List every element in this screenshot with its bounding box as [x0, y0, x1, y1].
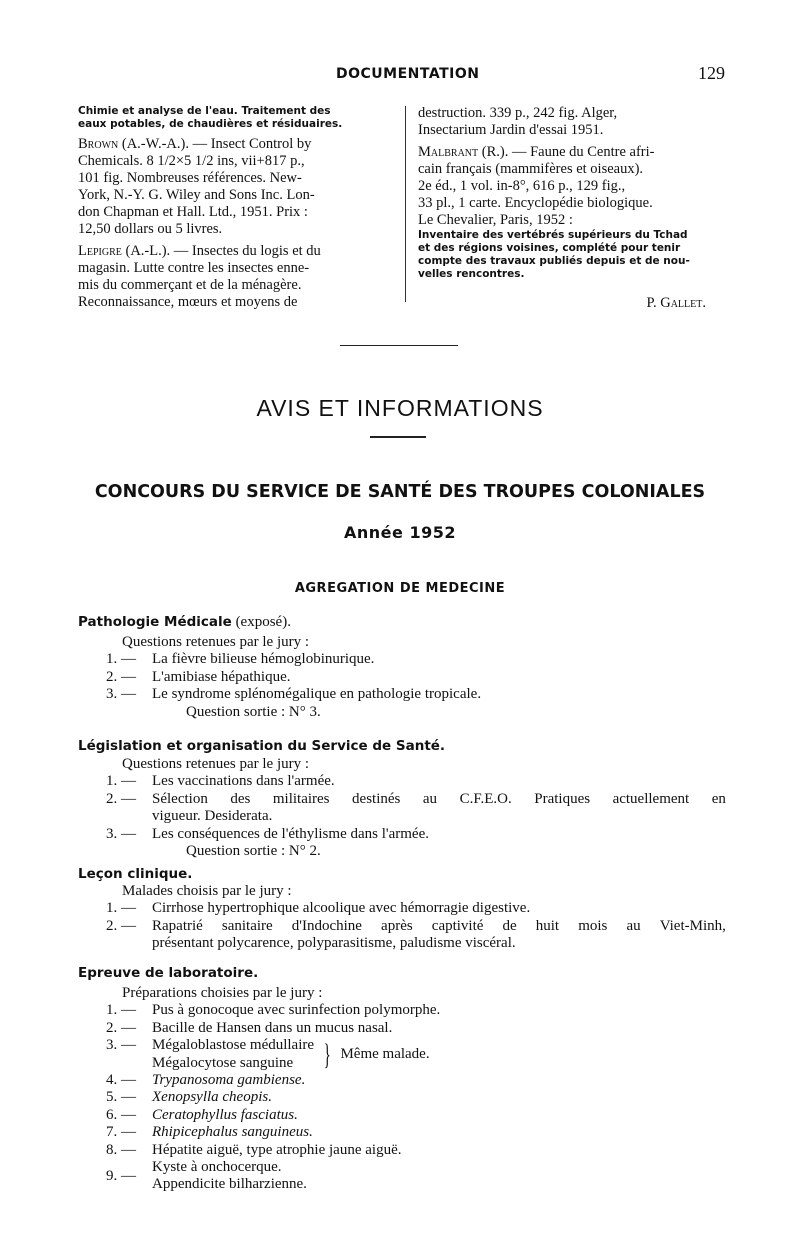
agregation-heading: AGREGATION DE MEDECINE: [294, 581, 506, 596]
right-column: destruction. 339 p., 242 fig. Alger, Insectarium Jardin d'essai 1951. Malbrant (R.). — Faune du Centre afri- cain français (mammifères et oiseaux). 2e éd., 1 vol. in-8°, 616 p., 129 fig., 33 pl., 1 carte. Encyclopédie biologique. Le Chevalier, Paris, 1952 : Inventaire des vertébrés supérieurs du Tchad et des régions voisines, complété pour tenir compte des travaux publiés depuis et de nou- velles rencontres. P. Gallet.: [418, 105, 728, 312]
list-item: 1. — La fièvre bilieuse hémoglobinurique.: [106, 651, 375, 668]
list-item: 1. — Pus à gonocoque avec surinfection polymorphe.: [106, 1002, 441, 1019]
list-item: 3. — Mégaloblastose médullaire Mégalocytose sanguine } Même malade.: [106, 1037, 430, 1071]
header-title: DOCUMENTATION: [336, 66, 480, 82]
section-title-legislation: Législation et organisation du Service de Santé.: [78, 738, 446, 754]
running-header: [0, 63, 800, 90]
entry-continuation: Chimie et analyse de l'eau. Traitement des eaux potables, de chaudières et résiduaires.: [78, 105, 343, 130]
list-item: 6. — Ceratophyllus fasciatus.: [106, 1106, 298, 1123]
author-name: Lepigre: [78, 243, 122, 259]
question-sortie: Question sortie : N° 3.: [186, 703, 321, 720]
section-title-lecon: Leçon clinique.: [78, 866, 193, 882]
concours-title: CONCOURS DU SERVICE DE SANTÉ DES TROUPES COLONIALES: [94, 482, 706, 502]
list-item: 3. — Les conséquences de l'éthylisme dans l'armée.: [106, 825, 429, 842]
title-rule: [370, 436, 426, 438]
pathologie-body: [106, 634, 726, 721]
left-column: [78, 105, 392, 311]
list-item: 2. — Rapatrié sanitaire d'Indochine après captivité de huit mois au Viet-Minh,: [106, 917, 726, 934]
entry-brown: Brown (A.-W.-A.). — Insect Control by Chemicals. 8 1/2×5 1/2 ins, vii+817 p., 101 fig. Nombreuses références. New- York, N.-Y. G. Wiley and Sons Inc. Lon- don Chapman et Hall. Ltd., 1951. Prix : 12,50 dollars ou 5 livres.: [78, 136, 315, 237]
column-divider: [405, 106, 406, 302]
intro: Préparations choisies par le jury :: [122, 985, 323, 1001]
signature: P. Gallet.: [646, 295, 706, 311]
list-item: 1. — Cirrhose hypertrophique alcoolique avec hémorragie digestive.: [106, 900, 531, 917]
annee-heading: Année 1952: [344, 523, 456, 542]
lecon-body: Malades choisis par le jury : 1. — Cirrhose hypertrophique alcoolique avec hémorragie digestive. 2. — Rapatrié sanitaire d'Indochine après captivité de huit mois au Viet-Minh, présentant polycarence, polyparasitisme, paludisme viscéral.: [106, 883, 726, 952]
intro: Malades choisis par le jury :: [122, 883, 292, 899]
entry-malbrant: Malbrant (R.). — Faune du Centre afri- cain français (mammifères et oiseaux). 2e éd., 1 vol. in-8°, 616 p., 129 fig., 33 pl., 1 carte. Encyclopédie biologique. Le Chevalier, Paris, 1952 :: [418, 144, 655, 228]
same-patient-note: Même malade.: [340, 1045, 430, 1062]
list-item: 3. — Le syndrome splénomégalique en pathologie tropicale.: [106, 686, 482, 703]
section-title-epreuve: Epreuve de laboratoire.: [78, 965, 259, 981]
list-item: 4. — Trypanosoma gambiense.: [106, 1072, 306, 1089]
intro: Questions retenues par le jury :: [122, 634, 310, 650]
question-sortie: Question sortie : N° 2.: [186, 843, 321, 860]
section-title-pathologie: Pathologie Médicale (exposé).: [78, 614, 291, 630]
list-item: 7. — Rhipicephalus sanguineus.: [106, 1124, 313, 1141]
brace: }: [323, 1037, 331, 1071]
author-name: Malbrant: [418, 144, 479, 160]
legislation-body: Questions retenues par le jury : 1. — Les vaccinations dans l'armée. 2. — Sélection des militaires destinés au C.F.E.O. Pratiques actuellement en vigueur. Desiderata. 3. — Les conséquences de l'éthylisme dans l'armée. Question sortie : N° 2.: [106, 756, 726, 860]
justified-line: Sélection des militaires destinés au C.F.E.O. Pratiques actuellement en: [152, 790, 726, 807]
author-name: Brown: [78, 136, 119, 152]
list-item: 5. — Xenopsylla cheopis.: [106, 1089, 272, 1106]
page-number: 129: [698, 63, 725, 83]
justified-line: Rapatrié sanitaire d'Indochine après captivité de huit mois au Viet-Minh,: [152, 917, 726, 934]
entry-subtitle: Inventaire des vertébrés supérieurs du Tchad et des régions voisines, complété pour tenir compte des travaux publiés depuis et de nou- velles rencontres.: [418, 229, 690, 280]
list-item: 2. — Bacille de Hansen dans un mucus nasal.: [106, 1019, 393, 1036]
section-rule: [340, 345, 458, 346]
epreuve-body: [106, 985, 726, 1194]
intro: Questions retenues par le jury :: [122, 756, 310, 772]
list-item: 8. — Hépatite aiguë, type atrophie jaune aiguë.: [106, 1141, 402, 1158]
list-item: 9. — Kyste à onchocerque. Appendicite bilharzienne.: [106, 1159, 307, 1193]
entry-lepigre: Lepigre (A.-L.). — Insectes du logis et du magasin. Lutte contre les insectes enne- mis du commerçant et de la ménagère. Reconnaissance, mœurs et moyens de: [78, 243, 321, 310]
list-item: 1. — Les vaccinations dans l'armée.: [106, 773, 335, 790]
list-item: 2. — Sélection des militaires destinés au C.F.E.O. Pratiques actuellement en: [106, 790, 726, 807]
list-item: 2. — L'amibiase hépathique.: [106, 668, 291, 685]
avis-title: AVIS ET INFORMATIONS: [256, 395, 544, 421]
